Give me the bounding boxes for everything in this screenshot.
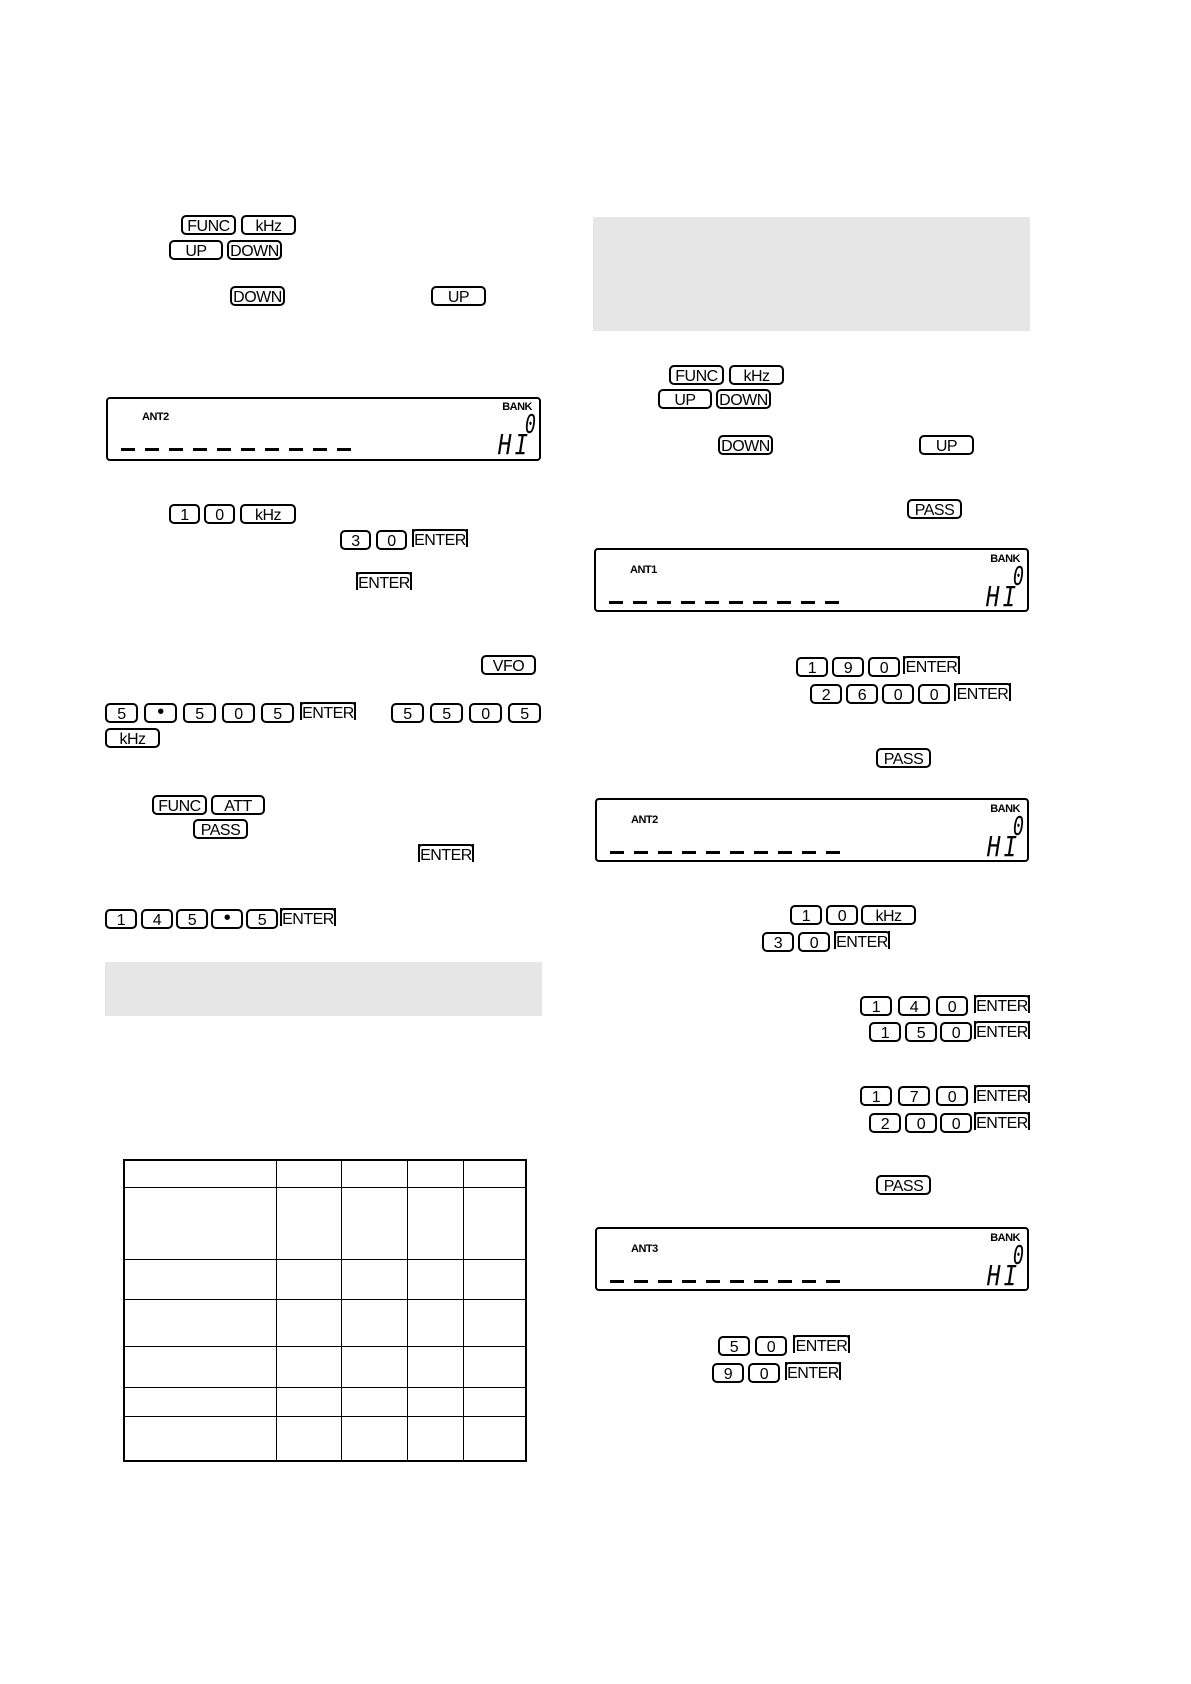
table-cell — [341, 1259, 407, 1299]
digit-0-key[interactable]: 0 — [798, 932, 830, 952]
table-cell — [276, 1387, 341, 1416]
frequency-dashes — [610, 841, 850, 845]
mode-indicator: HI — [987, 830, 1021, 863]
digit-5-key[interactable]: 5 — [430, 703, 463, 723]
table-row — [124, 1259, 526, 1299]
table-cell — [341, 1187, 407, 1259]
table-cell — [407, 1387, 463, 1416]
enter-key[interactable]: ENTER — [974, 995, 1030, 1015]
khz-key[interactable]: kHz — [861, 905, 916, 925]
down-key[interactable]: DOWN — [230, 286, 285, 306]
digit-1-key[interactable]: 1 — [860, 996, 892, 1016]
digit-0-key[interactable]: 0 — [204, 504, 235, 524]
bank-label: BANK — [990, 803, 1020, 815]
up-key[interactable]: UP — [658, 389, 712, 409]
down-key[interactable]: DOWN — [718, 435, 773, 455]
digit-0-key[interactable]: 0 — [222, 703, 255, 723]
digit-0-key[interactable]: 0 — [868, 657, 900, 677]
down-key[interactable]: DOWN — [716, 389, 771, 409]
vfo-key[interactable]: VFO — [481, 655, 536, 675]
digit-0-key[interactable]: 0 — [936, 1086, 968, 1106]
table-cell — [407, 1259, 463, 1299]
digit-0-key[interactable]: 0 — [940, 1022, 972, 1042]
mode-indicator: HI — [498, 428, 532, 461]
table-row — [124, 1346, 526, 1387]
table-cell — [341, 1387, 407, 1416]
table-cell — [341, 1160, 407, 1187]
digit-5-key[interactable]: 5 — [508, 703, 541, 723]
pass-key[interactable]: PASS — [907, 499, 962, 519]
table-cell — [124, 1416, 276, 1461]
digit-5-key[interactable]: 5 — [246, 909, 278, 929]
enter-key[interactable]: ENTER — [280, 908, 336, 928]
enter-key[interactable]: ENTER — [903, 656, 960, 676]
digit-9-key[interactable]: 9 — [832, 657, 864, 677]
enter-key[interactable]: ENTER — [974, 1112, 1030, 1132]
table-cell — [407, 1187, 463, 1259]
func-key[interactable]: FUNC — [669, 365, 724, 385]
table-cell — [276, 1187, 341, 1259]
mode-indicator: HI — [987, 1259, 1021, 1292]
digit-1-key[interactable]: 1 — [790, 905, 822, 925]
digit-9-key[interactable]: 9 — [712, 1363, 744, 1383]
digit-1-key[interactable]: 1 — [105, 909, 137, 929]
frequency-dashes — [121, 438, 361, 442]
table-cell — [341, 1416, 407, 1461]
digit-0-key[interactable]: 0 — [882, 684, 914, 704]
table-cell — [124, 1259, 276, 1299]
table-row — [124, 1187, 526, 1259]
table-header-row — [124, 1160, 526, 1187]
digit-0-key[interactable]: 0 — [936, 996, 968, 1016]
shaded-panel — [105, 962, 542, 1016]
digit-1-key[interactable]: 1 — [869, 1022, 901, 1042]
frequency-dashes — [610, 1270, 850, 1274]
digit-4-key[interactable]: 4 — [898, 996, 930, 1016]
bank-number: 0 — [1013, 562, 1025, 592]
enter-key[interactable]: ENTER — [412, 529, 468, 549]
khz-key[interactable]: kHz — [729, 365, 784, 385]
khz-key[interactable]: kHz — [241, 215, 296, 235]
digit-0-key[interactable]: 0 — [826, 905, 858, 925]
table-cell — [407, 1160, 463, 1187]
antenna-indicator: ANT2 — [631, 814, 658, 826]
digit-4-key[interactable]: 4 — [141, 909, 173, 929]
table-cell — [463, 1387, 526, 1416]
enter-key[interactable]: ENTER — [793, 1335, 850, 1355]
decimal-point-key[interactable]: • — [211, 909, 243, 929]
enter-key[interactable]: ENTER — [974, 1085, 1030, 1105]
func-key[interactable]: FUNC — [181, 215, 236, 235]
table-cell — [463, 1160, 526, 1187]
digit-0-key[interactable]: 0 — [940, 1113, 972, 1133]
enter-key[interactable]: ENTER — [954, 683, 1011, 703]
digit-0-key[interactable]: 0 — [905, 1113, 937, 1133]
table-row — [124, 1416, 526, 1461]
bank-label: BANK — [990, 1232, 1020, 1244]
lcd-display — [595, 798, 1029, 862]
table-cell — [276, 1416, 341, 1461]
table-cell — [276, 1346, 341, 1387]
digit-5-key[interactable]: 5 — [718, 1336, 750, 1356]
digit-3-key[interactable]: 3 — [340, 530, 371, 550]
digit-0-key[interactable]: 0 — [376, 530, 407, 550]
digit-5-key[interactable]: 5 — [261, 703, 294, 723]
table-cell — [124, 1299, 276, 1346]
enter-key[interactable]: ENTER — [785, 1362, 841, 1382]
digit-5-key[interactable]: 5 — [905, 1022, 937, 1042]
up-key[interactable]: UP — [919, 435, 974, 455]
digit-5-key[interactable]: 5 — [105, 703, 138, 723]
table-cell — [407, 1299, 463, 1346]
digit-1-key[interactable]: 1 — [169, 504, 200, 524]
digit-2-key[interactable]: 2 — [869, 1113, 901, 1133]
table-cell — [276, 1160, 341, 1187]
table-cell — [407, 1416, 463, 1461]
antenna-indicator: ANT3 — [631, 1243, 658, 1255]
table-cell — [276, 1299, 341, 1346]
enter-key[interactable]: ENTER — [356, 572, 412, 592]
digit-5-key[interactable]: 5 — [176, 909, 208, 929]
data-table — [123, 1159, 527, 1462]
digit-5-key[interactable]: 5 — [183, 703, 216, 723]
bank-label: BANK — [502, 401, 532, 413]
digit-6-key[interactable]: 6 — [846, 684, 878, 704]
func-key[interactable]: FUNC — [152, 795, 207, 815]
digit-1-key[interactable]: 1 — [796, 657, 828, 677]
table-cell — [463, 1299, 526, 1346]
up-key[interactable]: UP — [169, 240, 223, 260]
mode-indicator: HI — [986, 580, 1020, 613]
lcd-display — [106, 397, 541, 461]
table-row — [124, 1387, 526, 1416]
pass-key[interactable]: PASS — [876, 748, 931, 768]
lcd-display — [594, 548, 1029, 612]
att-key[interactable]: ATT — [211, 795, 265, 815]
digit-7-key[interactable]: 7 — [898, 1086, 930, 1106]
digit-2-key[interactable]: 2 — [810, 684, 842, 704]
enter-key[interactable]: ENTER — [418, 844, 474, 864]
antenna-indicator: ANT2 — [142, 411, 169, 423]
bank-number: 0 — [525, 410, 537, 440]
khz-key[interactable]: kHz — [105, 728, 160, 748]
table-cell — [124, 1387, 276, 1416]
lcd-display — [595, 1227, 1029, 1291]
digit-3-key[interactable]: 3 — [762, 932, 794, 952]
frequency-dashes — [609, 591, 849, 595]
table-cell — [124, 1160, 276, 1187]
digit-0-key[interactable]: 0 — [755, 1336, 787, 1356]
table-cell — [463, 1346, 526, 1387]
table-cell — [276, 1259, 341, 1299]
table-cell — [407, 1346, 463, 1387]
digit-1-key[interactable]: 1 — [860, 1086, 892, 1106]
digit-0-key[interactable]: 0 — [918, 684, 950, 704]
table-cell — [463, 1187, 526, 1259]
bank-label: BANK — [990, 553, 1020, 565]
pass-key[interactable]: PASS — [193, 819, 248, 839]
digit-0-key[interactable]: 0 — [469, 703, 502, 723]
enter-key[interactable]: ENTER — [834, 931, 890, 951]
bank-number: 0 — [1013, 1241, 1025, 1271]
digit-0-key[interactable]: 0 — [748, 1363, 780, 1383]
decimal-point-key[interactable]: • — [144, 703, 177, 723]
bank-number: 0 — [1013, 812, 1025, 842]
down-key[interactable]: DOWN — [227, 240, 282, 260]
table-cell — [341, 1299, 407, 1346]
table-cell — [124, 1187, 276, 1259]
enter-key[interactable]: ENTER — [300, 702, 356, 722]
enter-key[interactable]: ENTER — [974, 1021, 1030, 1041]
pass-key[interactable]: PASS — [876, 1175, 931, 1195]
table-cell — [463, 1416, 526, 1461]
up-key[interactable]: UP — [431, 286, 486, 306]
shaded-panel — [593, 217, 1030, 331]
table-cell — [124, 1346, 276, 1387]
antenna-indicator: ANT1 — [630, 564, 657, 576]
table-row — [124, 1299, 526, 1346]
khz-key[interactable]: kHz — [240, 504, 296, 524]
digit-5-key[interactable]: 5 — [391, 703, 424, 723]
table-cell — [463, 1259, 526, 1299]
table-cell — [341, 1346, 407, 1387]
